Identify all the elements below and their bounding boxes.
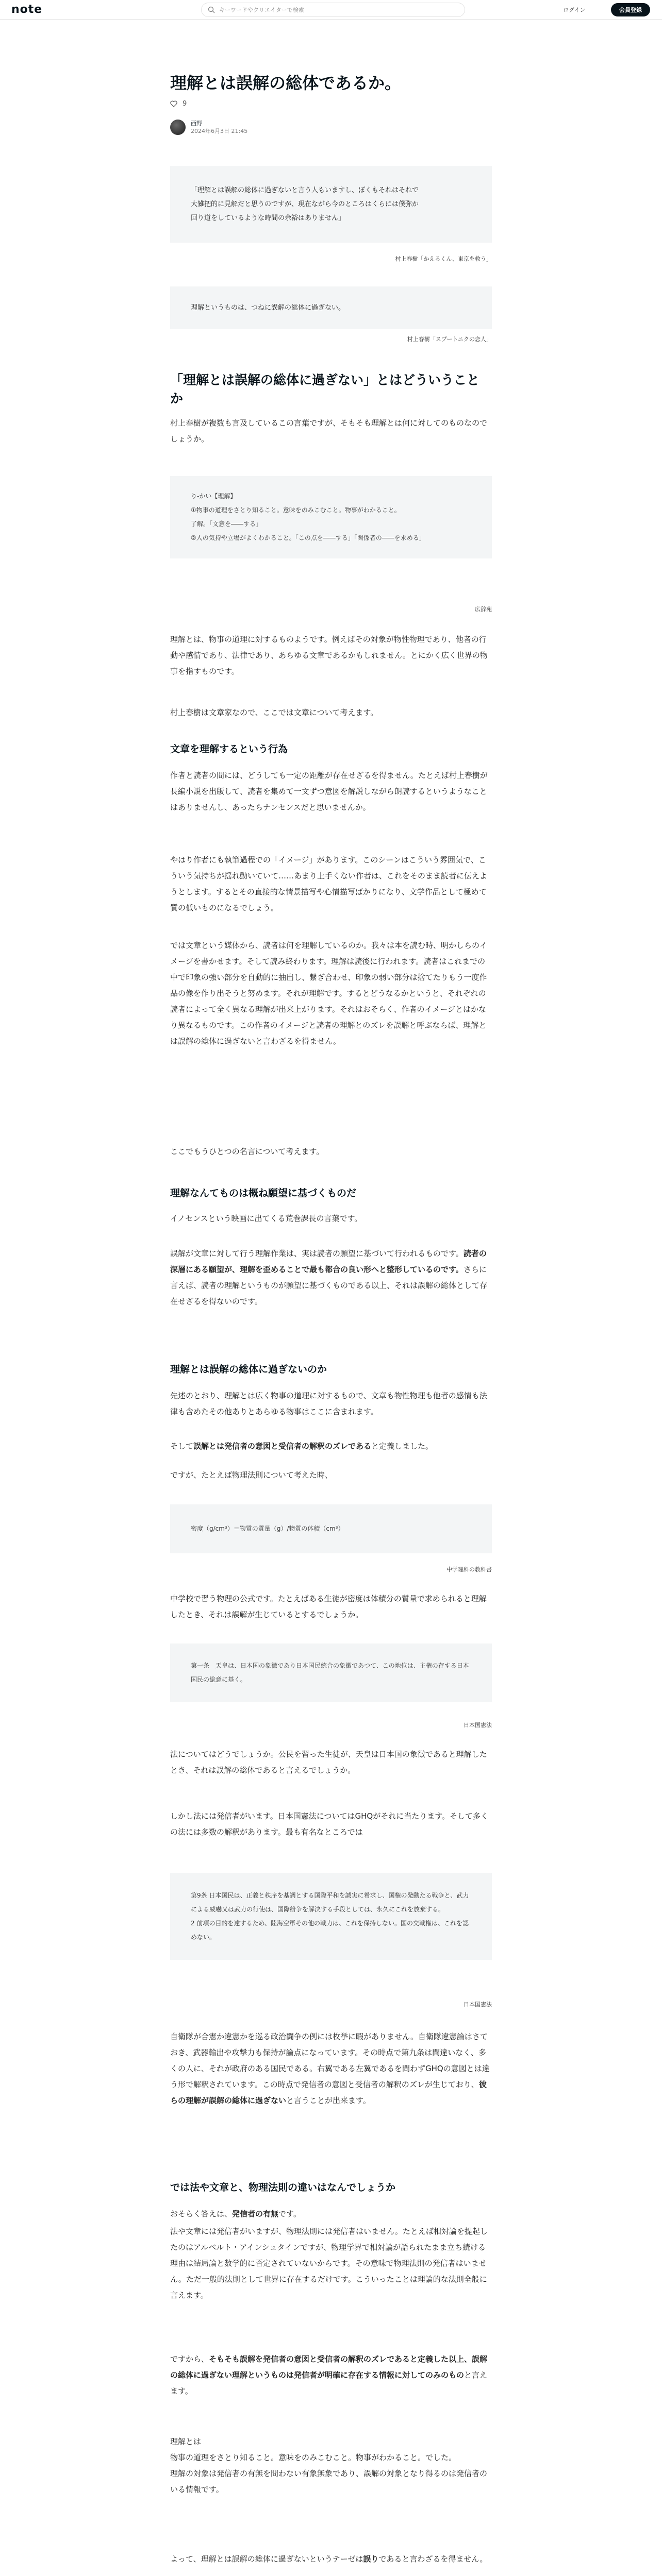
top-header — [0, 0, 662, 20]
paragraph-text: であると言わざるを得ません。 — [378, 2554, 488, 2564]
section-heading: 理解とは誤解の総体に過ぎないのか — [170, 1364, 327, 1375]
emphasis: 誤解とは発信者の意図と受信者の解釈のズレである — [193, 1442, 372, 1451]
author-name[interactable]: 西野 — [191, 120, 202, 127]
paragraph: 先述のとおり、理解とは広く物事の道理に対するもので、文章も物性物理も他者の感情も法律も含めたその他ありとあらゆる物事はここに含まれます。 — [170, 1391, 487, 1416]
paragraph-text: おそらく答えは、 — [170, 2209, 233, 2218]
quote-line: 回り道をしているような時間の余裕はありません」 — [191, 214, 345, 222]
emphasis: 彼らの理解が誤解の総体に過ぎない — [170, 2080, 487, 2105]
law-text: 第一条 天皇は、日本国の象徴であり日本国民統合の象徴であつて、この地位は、主権の存する日本国民の総意に基く。 — [191, 1662, 469, 1683]
formula: 密度（g/cm³）＝物質の質量（g）/物質の体積（cm³） — [191, 1525, 344, 1532]
paragraph — [170, 2029, 492, 2109]
quote-2 — [170, 286, 492, 329]
search-input[interactable] — [201, 3, 465, 17]
paragraph: 理解とは、物事の道理に対するものようです。例えばその対象が物性物理であり、他者の行動や感情であり、法律であり、あらゆる文章であるかもしれません。とにかく広く世界の物事を指すものです。 — [170, 635, 488, 676]
formula-box — [170, 1504, 492, 1553]
paragraph-text: と定義しました。 — [371, 1442, 434, 1451]
paragraph: しかし法には発信者がいます。日本国憲法についてはGHQがそれに当たります。そして多くの法には多数の解釈があります。最も有名なところでは — [170, 1811, 489, 1837]
paragraph-text: よって、理解とは誤解の総体に過ぎないというテーゼは — [170, 2554, 363, 2564]
law-text: 第9条 日本国民は、正義と秩序を基調とする国際平和を誠実に希求し、国権の発動たる戦争と、武力による威嚇又は武力の行使は、国際紛争を解決する手段としては、永久にこれを放棄する。 — [191, 1892, 469, 1913]
paragraph: 法や文章には発信者がいますが、物理法則には発信者はいません。たとえば相対論を提起したのはアルベルト・アインシュタインですが、物理学界で相対論が語られたまま立ち続ける理由は結局論と数学的に否定されていないからです。その意味で物理法則の発信者はいません。ただ一般的法則として世界に存在するだけです。こういったことは理論的な法則全般に言えます。 — [170, 2227, 488, 2300]
definition-box — [170, 476, 492, 558]
quote-line: 理解というものは、つねに誤解の総体に過ぎない。 — [191, 304, 345, 312]
paragraph-text: 誤解が文章に対して行う理解作業は、実は読者の願望に基づいて行われるものです。 — [170, 1249, 464, 1258]
avatar[interactable] — [170, 120, 186, 135]
paragraph: イノセンスという映画に出てくる荒巻課長の言葉です。 — [170, 1214, 362, 1223]
paragraph: 中学校で習う物理の公式です。たとえばある生徒が密度は体積分の質量で求められると理解したとき、それは誤解が生じているとするでしょうか。 — [170, 1594, 487, 1619]
law-1-cite: 日本国憲法 — [464, 1722, 492, 1728]
article-title: 理解とは誤解の総体であるか。 — [170, 73, 402, 93]
login-link[interactable]: ログイン — [563, 7, 586, 13]
paragraph-text: ですから、 — [170, 2354, 209, 2364]
search-icon — [208, 6, 215, 13]
section-heading: 文章を理解するという行為 — [170, 743, 288, 755]
definition-line: ①物事の道理をさとり知ること。意味をのみこむこと。物事がわかること。 — [191, 506, 401, 514]
paragraph: ですが、たとえば物理法則について考えた時、 — [170, 1470, 333, 1480]
law-box-9 — [170, 1873, 492, 1960]
paragraph-text: です。 — [278, 2209, 301, 2218]
paragraph — [170, 1246, 492, 1310]
paragraph — [170, 1438, 492, 1454]
section-heading: 「理解とは誤解の総体に過ぎない」とはどういうことか — [170, 372, 480, 406]
paragraph: 作者と読者の間には、どうしても一定の距離が存在せざるを得ません。たとえば村上春樹が長編小説を出版して、読者を集めて一文ずつ意図を解説しながら朗読するというようなことはありませんし、あったらナンセンスだと思いませんか。 — [170, 771, 488, 812]
emphasis: そもそも誤解を発信者の意図と受信者の解釈のズレであると定義した以上、誤解の総体に過ぎない理解というものは発信者が明確に存在する情報に対してのみのもの — [170, 2354, 488, 2380]
paragraph-text: さらに言えば、読者の理解というものが願望に基づくものである以上、それは誤解の総体として存在せざるを得ないのです。 — [170, 1265, 488, 1306]
paragraph: 理解とは 物事の道理をさとり知ること。意味をのみこむこと。物事がわかること。でした。 理解の対象は発信者の有無を問わない有象無象であり、誤解の対象となり得るのは発信者のいる情報です。 — [170, 2437, 488, 2494]
post-date: 2024年6月3日 21:45 — [191, 128, 248, 134]
paragraph-text: 自衛隊が合憲か違憲かを巡る政治闘争の例には枚挙に暇がありません。自衛隊違憲論はさておき、武器輸出や攻撃力も保持が論点になっています。その時点で第九条は間違いなく、多くの人に、それが政府のある国民である。右翼である左翼であるを問わずGHQの意図とは違う形で解釈されています。この時点で発信者の意図と受信者の解釈のズレが生じており、 — [170, 2032, 490, 2089]
emphasis: 読者の深層にある願望が、理解を歪めることで最も都合の良い形へと整形しているのです。 — [170, 1249, 487, 1274]
paragraph — [170, 2206, 492, 2222]
quote-line: 「理解とは誤解の総体に過ぎないと言う人もいますし、ぼくもそれはそれで — [191, 187, 419, 194]
quote-2-cite: 村上春樹「スプートニクの恋人」 — [407, 336, 492, 343]
paragraph: ここでもうひとつの名言について考えます。 — [170, 1147, 324, 1156]
law-9-cite: 日本国憲法 — [464, 2001, 492, 2008]
quote-1 — [170, 166, 492, 243]
search-placeholder: キーワードやクリエイターで検索 — [219, 7, 304, 13]
definition-line: 了解。「文意を――する」 — [191, 520, 262, 528]
section-heading: では法や文章と、物理法則の違いはなんでしょうか — [170, 2182, 396, 2193]
paragraph-text: そして — [170, 1442, 194, 1451]
paragraph-text: と言うことが出来ます。 — [286, 2096, 371, 2105]
emphasis: 発信者の有無 — [232, 2209, 279, 2218]
paragraph: やはり作者にも執筆過程での「イメージ」があります。このシーンはこういう雰囲気で、こういう気持ちが揺れ動いていて……あまり上手くない作者は、これをそのまま読者に伝えようとします。するとその直接的な情景描写や心情描写ばかりになり、文学作品として極めて質の低いものになるでしょう。 — [170, 855, 488, 912]
author-block[interactable] — [170, 120, 247, 135]
top-like[interactable] — [170, 100, 187, 108]
paragraph — [170, 2351, 492, 2399]
paragraph: 村上春樹が複数も言及しているこの言葉ですが、そもそも理解とは何に対してのものなのでしょうか。 — [170, 418, 488, 444]
definition-line: り-かい【理解】 — [191, 493, 237, 500]
formula-cite: 中学理科の教科書 — [446, 1566, 492, 1573]
law-box-1 — [170, 1643, 492, 1702]
paragraph — [170, 2551, 492, 2567]
note-logo[interactable]: note — [11, 3, 43, 16]
section-heading: 理解なんてものは概ね願望に基づくものだ — [170, 1188, 357, 1199]
paragraph: 法についてはどうでしょうか。公民を習った生徒が、天皇は日本国の象徴であると理解したとき、それは誤解の総体であると言えるでしょうか。 — [170, 1750, 487, 1775]
paragraph: では文章という媒体から、読者は何を理解しているのか。我々は本を読む時、明かしらのイメージを書かせます。そして読み終わります。理解は読後に行われます。読者はこれまでの中で印象の強い部分を自動的に抽出し、繋ぎ合わせ、印象の弱い部分は捨てたりもう一度作品の像を作り出そうと努めます。それが理解です。するとどうなるかというと、それぞれの読者によって全く異なる理解が出来上がります。それはおそらく、作者のイメージとはかなり異なるものです。この作者のイメージと読者の理解とのズレを誤解と呼ぶならば、理解とは誤解の総体に過ぎないと言わざるを得ません。 — [170, 941, 488, 1046]
paragraph-text: と言えます。 — [170, 2370, 488, 2396]
definition-cite: 広辞苑 — [475, 606, 492, 613]
heart-icon — [170, 100, 177, 107]
quote-1-cite: 村上春樹「かえるくん、東京を救う」 — [395, 256, 492, 262]
paragraph: 村上春樹は文章家なので、ここでは文章について考えます。 — [170, 708, 378, 717]
quote-line: 大雑把的に見解だと思うのですが、現在ながら今のところはくらには僕弥か — [191, 200, 419, 208]
law-text: 2 前項の目的を達するため、陸海空軍その他の戦力は、これを保持しない。国の交戦権は、これを認めない。 — [191, 1920, 469, 1941]
register-button[interactable]: 会員登録 — [611, 3, 650, 16]
like-count: 9 — [183, 100, 187, 108]
emphasis: 誤り — [363, 2554, 379, 2564]
definition-line: ②人の気持や立場がよくわかること。「この点を――する」「関係者の――を求める」 — [191, 534, 425, 541]
